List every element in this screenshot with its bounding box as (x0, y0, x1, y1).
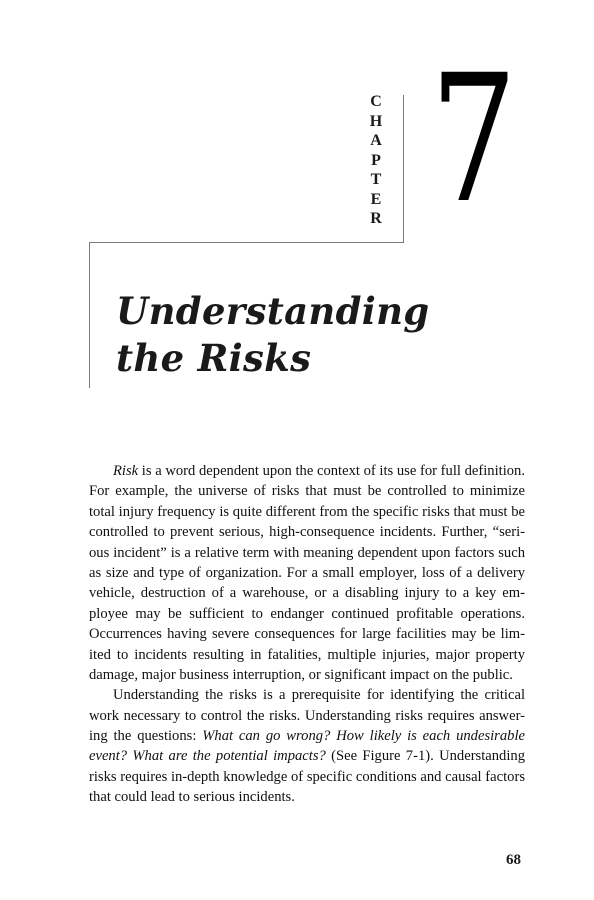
paragraph-line: controlled to prevent serious, high-consequence incidents. Further, “seri- (89, 524, 525, 541)
divider-rule (403, 95, 404, 242)
chapter-title-line: Understanding (116, 289, 430, 333)
paragraph-line: event? What are the potential impacts? (See Figure 7-1). Understanding (89, 748, 525, 765)
italic-term: Risk (113, 463, 139, 479)
chapter-title (116, 288, 429, 382)
paragraph-line: Risk is a word dependent upon the context of its use for full definition. (113, 463, 525, 479)
page-number: 68 (506, 852, 521, 868)
paragraph-line: For example, the universe of risks that must be controlled to minimize (89, 483, 525, 500)
italic-question: event? What are the potential impacts? (89, 748, 326, 765)
divider-rule (89, 242, 90, 388)
paragraph-line: damage, major business interruption, or significant impact on the public. (89, 666, 513, 683)
paragraph-line: work necessary to control the risks. Understanding risks requires answer- (89, 707, 525, 724)
paragraph-line: ing the questions: What can go wrong? How likely is each undesirable (89, 728, 525, 745)
chapter-letter: R (370, 210, 382, 227)
paragraph-line: as size and type of organization. For a small employer, loss of a delivery (89, 564, 525, 581)
chapter-label (366, 92, 386, 229)
paragraph-line: total injury frequency is quite different from the specific risks that must be (89, 503, 525, 520)
paragraph-line: vehicle, destruction of a warehouse, or a disabling injury to a key em- (89, 585, 525, 602)
paragraph-line: Understanding the risks is a prerequisite for identifying the critical (113, 687, 525, 704)
chapter-letter: T (370, 171, 382, 188)
chapter-number: 7 (430, 37, 518, 242)
chapter-letter: A (370, 132, 382, 149)
paragraph-line: ployee may be sufficient to endanger continued profitable operations. (89, 605, 525, 622)
paragraph-line: that could lead to serious incidents. (89, 789, 295, 806)
chapter-letter: E (370, 190, 382, 208)
chapter-letter: H (369, 112, 383, 130)
paragraph-line: ited to incidents resulting in fatalities, multiple injuries, major property (89, 646, 525, 663)
body-text (89, 461, 525, 808)
italic-question: What can go wrong? How likely is each undesirable (202, 728, 525, 745)
paragraph-line: ous incident” is a relative term with meaning dependent upon factors such (89, 544, 525, 561)
divider-rule (89, 242, 404, 243)
paragraph-line: risks requires in-depth knowledge of specific conditions and causal factors (89, 768, 525, 785)
chapter-letter: P (371, 151, 381, 169)
paragraph-line: Occurrences having severe consequences for large facilities may be lim- (89, 626, 525, 643)
chapter-title-line: the Risks (116, 336, 312, 380)
chapter-letter: C (370, 93, 382, 110)
